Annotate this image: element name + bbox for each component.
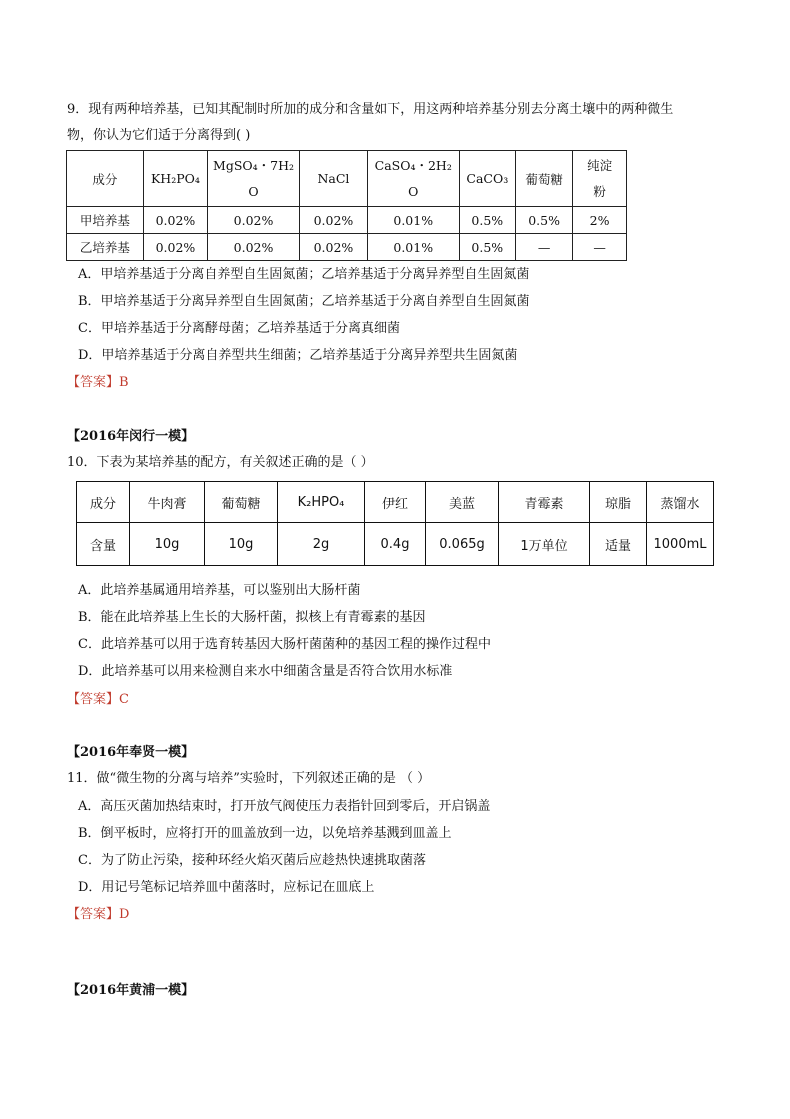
q9-table-row <box>67 207 627 234</box>
q9-cell: 0.5% <box>459 234 516 261</box>
q9-stem-line2: 物，你认为它们适于分离得到( ) <box>67 128 251 143</box>
answer-value: C <box>119 692 129 707</box>
q9-table-row <box>67 234 627 261</box>
q10-th: 葡萄糖 <box>205 482 278 523</box>
q9-cell: 0.5% <box>459 207 516 234</box>
q10-cell: 2g <box>278 523 365 566</box>
q9-th-4: CaSO₄・2H₂ O <box>367 151 459 207</box>
q9-option-c: C．甲培养基适于分离酵母菌；乙培养基适于分离真细菌 <box>78 321 400 336</box>
q11-answer <box>67 903 129 922</box>
q9-cell: 0.01% <box>367 207 459 234</box>
q10-source: 【2016年闵行一模】 <box>67 429 195 444</box>
q11-option-a: A．高压灭菌加热结束时，打开放气阀使压力表指针回到零后，开启锅盖 <box>78 799 491 814</box>
q9-answer <box>67 371 129 390</box>
q10-cell: 1000mL <box>647 523 714 566</box>
q10-option-a: A．此培养基属通用培养基，可以鉴别出大肠杆菌 <box>78 583 361 598</box>
q10-option-c: C．此培养基可以用于选育转基因大肠杆菌菌种的基因工程的操作过程中 <box>78 637 491 652</box>
q10-stem: 10．下表为某培养基的配方，有关叙述正确的是（ ） <box>67 455 374 470</box>
answer-label: 【答案】 <box>67 907 120 922</box>
answer-value: D <box>119 907 130 922</box>
q10-th: 伊红 <box>365 482 426 523</box>
q10-cell: 含量 <box>77 523 130 566</box>
q10-table-header-row <box>77 482 714 523</box>
q10-answer <box>67 688 129 707</box>
q9-cell: — <box>573 234 627 261</box>
q10-cell: 10g <box>130 523 205 566</box>
q9-cell: 0.02% <box>299 234 367 261</box>
q9-option-d: D．甲培养基适于分离自养型共生细菌；乙培养基适于分离异养型共生固氮菌 <box>78 348 518 363</box>
q9-cell: 0.02% <box>143 234 207 261</box>
q9-th-0: 成分 <box>67 151 144 207</box>
q9-cell: — <box>516 234 573 261</box>
q9-cell: 0.02% <box>208 207 300 234</box>
answer-label: 【答案】 <box>67 375 120 390</box>
q11-option-c: C．为了防止污染，接种环经火焰灭菌后应趁热快速挑取菌落 <box>78 853 426 868</box>
q10-cell: 10g <box>205 523 278 566</box>
q10-th: 蒸馏水 <box>647 482 714 523</box>
q12-source: 【2016年黄浦一模】 <box>67 983 195 998</box>
q9-cell: 0.5% <box>516 207 573 234</box>
q10-th: 美蓝 <box>426 482 499 523</box>
q10-table-row <box>77 523 714 566</box>
q11-option-b: B．倒平板时，应将打开的皿盖放到一边，以免培养基溅到皿盖上 <box>78 826 452 841</box>
q9-table-header-row <box>67 151 627 207</box>
q9-stem-line1: 9．现有两种培养基，已知其配制时所加的成分和含量如下，用这两种培养基分别去分离土壤中的两种微生 <box>67 102 674 117</box>
q9-th-3: NaCl <box>299 151 367 207</box>
q9-cell: 甲培养基 <box>67 207 144 234</box>
q9-th-1: KH₂PO₄ <box>143 151 207 207</box>
q9-cell: 0.02% <box>299 207 367 234</box>
q10-th: 成分 <box>77 482 130 523</box>
q10-cell: 0.065g <box>426 523 499 566</box>
q10-th: 牛肉膏 <box>130 482 205 523</box>
q9-table <box>66 150 627 261</box>
answer-value: B <box>119 375 129 390</box>
q9-cell: 0.02% <box>208 234 300 261</box>
q9-th-5: CaCO₃ <box>459 151 516 207</box>
q10-cell: 1万单位 <box>499 523 590 566</box>
q11-stem: 11．做“微生物的分离与培养”实验时，下列叙述正确的是 （ ） <box>67 771 431 786</box>
q10-option-b: B．能在此培养基上生长的大肠杆菌，拟核上有青霉素的基因 <box>78 610 426 625</box>
q9-option-a: A．甲培养基适于分离自养型自生固氮菌；乙培养基适于分离异养型自生固氮菌 <box>78 267 530 282</box>
q11-source: 【2016年奉贤一模】 <box>67 745 195 760</box>
q9-cell: 2% <box>573 207 627 234</box>
q10-th: K₂HPO₄ <box>278 482 365 523</box>
q10-th: 青霉素 <box>499 482 590 523</box>
q9-th-6: 葡萄糖 <box>516 151 573 207</box>
answer-label: 【答案】 <box>67 692 120 707</box>
q9-option-b: B．甲培养基适于分离异养型自生固氮菌；乙培养基适于分离自养型自生固氮菌 <box>78 294 530 309</box>
q11-option-d: D．用记号笔标记培养皿中菌落时，应标记在皿底上 <box>78 880 375 895</box>
q9-cell: 0.01% <box>367 234 459 261</box>
q9-th-7: 纯淀 粉 <box>573 151 627 207</box>
q9-th-2: MgSO₄・7H₂ O <box>208 151 300 207</box>
q10-cell: 0.4g <box>365 523 426 566</box>
q10-th: 琼脂 <box>590 482 647 523</box>
q10-cell: 适量 <box>590 523 647 566</box>
q9-cell: 0.02% <box>143 207 207 234</box>
q10-table <box>76 481 714 566</box>
q10-option-d: D．此培养基可以用来检测自来水中细菌含量是否符合饮用水标准 <box>78 664 453 679</box>
q9-cell: 乙培养基 <box>67 234 144 261</box>
